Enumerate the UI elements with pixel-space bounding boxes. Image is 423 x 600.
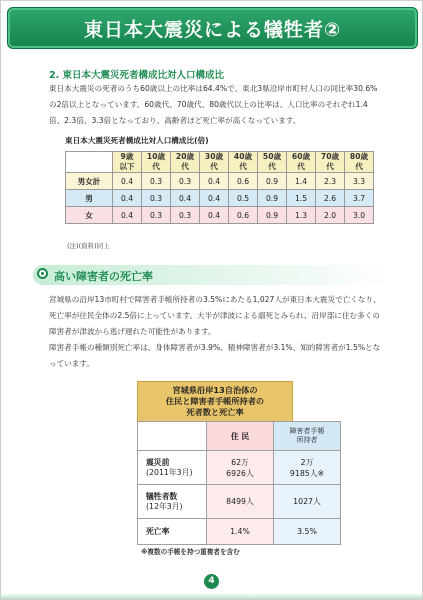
col-header bbox=[345, 152, 374, 173]
table-cell: 0.3 bbox=[142, 173, 171, 190]
table-cell: 2.3 bbox=[316, 173, 345, 190]
table-cell: 1.5 bbox=[287, 190, 316, 207]
cell-line: 6926人 bbox=[226, 468, 254, 478]
title-line: 宮城県沿岸13自治体の bbox=[172, 385, 258, 395]
table-cell: 0.4 bbox=[200, 207, 229, 224]
table-cell: 1.3 bbox=[287, 207, 316, 224]
ratio-paragraph: 東日本大震災の死者のうち60歳以上の比率は64.4%で、東北3県沿岸市町村人口の同比率30.6%の2倍以上となっています。60歳代、70歳代、80歳代以上の比率は、人口比率のそれぞれ1.4倍、2.3倍、3.3倍となっており、高齢者ほど死亡率が高くなっています。 bbox=[49, 84, 378, 125]
row-label: 男女計 bbox=[66, 173, 113, 190]
table-cell: 0.4 bbox=[200, 190, 229, 207]
table-cell: 3.5% bbox=[274, 519, 341, 545]
table-row bbox=[138, 485, 341, 519]
ratio-table-header-row bbox=[66, 152, 374, 173]
cell-line: 2万 bbox=[300, 457, 314, 467]
col-header-residents: 住 民 bbox=[207, 422, 274, 451]
title-banner bbox=[7, 7, 418, 49]
row-label bbox=[138, 485, 207, 519]
table-cell: 1.4% bbox=[207, 519, 274, 545]
row-label-line: (12年3月) bbox=[146, 501, 183, 511]
col-header bbox=[171, 152, 200, 173]
col-header-line: 10歳 bbox=[146, 152, 166, 161]
table-row bbox=[66, 207, 374, 224]
row-label-line: 震災前 bbox=[146, 457, 170, 467]
row-label-line: 犠牲者数 bbox=[146, 491, 178, 501]
ratio-table bbox=[65, 151, 374, 224]
col-header-line: 所持者 bbox=[296, 436, 318, 444]
row-label: 女 bbox=[66, 207, 113, 224]
cell-line: 62万 bbox=[231, 457, 249, 467]
disability-paragraph-2: 障害者手帳の種類別死亡率は、身体障害者が3.9%、精神障害者が3.1%、知的障害者が1.5%となっています。 bbox=[49, 343, 381, 368]
row-label: 死亡率 bbox=[138, 519, 207, 545]
col-header-line: 20歳 bbox=[175, 152, 195, 161]
col-header-line: 代 bbox=[210, 162, 218, 171]
col-header bbox=[113, 152, 142, 173]
table-cell: 2.6 bbox=[316, 190, 345, 207]
ratio-table-note: (注)(資料)同上 bbox=[67, 242, 110, 250]
table-cell: 0.3 bbox=[171, 173, 200, 190]
col-header-line: 40歳 bbox=[233, 152, 253, 161]
table-cell bbox=[207, 451, 274, 485]
col-header-line: 30歳 bbox=[204, 152, 224, 161]
table-cell: 0.4 bbox=[171, 190, 200, 207]
col-header-line: 代 bbox=[239, 162, 247, 171]
table-cell: 1027人 bbox=[274, 485, 341, 519]
table-cell: 0.9 bbox=[258, 207, 287, 224]
section-heading-disability: 高い障害者の死亡率 bbox=[54, 270, 153, 283]
table-row bbox=[66, 190, 374, 207]
disability-table-header-row bbox=[138, 422, 341, 451]
col-header bbox=[258, 152, 287, 173]
col-header-line: 障害者手帳 bbox=[289, 427, 325, 435]
section-heading-bar bbox=[33, 265, 393, 285]
table-cell: 0.3 bbox=[142, 207, 171, 224]
table-cell: 0.3 bbox=[142, 190, 171, 207]
table-cell: 8499人 bbox=[207, 485, 274, 519]
disability-table-corner bbox=[138, 422, 207, 451]
table-cell: 0.5 bbox=[229, 190, 258, 207]
col-header-line: 代 bbox=[297, 162, 305, 171]
col-header-line: 70歳 bbox=[320, 152, 340, 161]
table-cell: 0.6 bbox=[229, 207, 258, 224]
table-cell: 0.4 bbox=[113, 207, 142, 224]
double-circle-icon bbox=[37, 268, 48, 279]
table-cell: 0.6 bbox=[229, 173, 258, 190]
col-header-line: 代 bbox=[355, 162, 363, 171]
page-title: 東日本大震災による犠牲者② bbox=[83, 19, 342, 41]
row-label bbox=[138, 451, 207, 485]
table-cell: 0.4 bbox=[113, 173, 142, 190]
col-header-line: 代 bbox=[181, 162, 189, 171]
table-row bbox=[66, 173, 374, 190]
disability-table bbox=[137, 421, 341, 545]
table-cell: 0.9 bbox=[258, 190, 287, 207]
col-header-line: 80歳 bbox=[349, 152, 369, 161]
table-cell bbox=[274, 451, 341, 485]
col-header-line: 以下 bbox=[119, 162, 135, 171]
table-row bbox=[138, 519, 341, 545]
col-header-disabled bbox=[274, 422, 341, 451]
col-header-line: 代 bbox=[152, 162, 160, 171]
col-header bbox=[142, 152, 171, 173]
section-heading-ratio: 2. 東日本大震災死者構成比対人口構成比 bbox=[49, 70, 225, 81]
title-line: 住民と障害者手帳所持者の bbox=[165, 396, 265, 406]
table-cell: 0.4 bbox=[200, 173, 229, 190]
disability-table-note: ※複数の手帳を持つ重複者を含む bbox=[141, 548, 240, 556]
table-cell: 3.0 bbox=[345, 207, 374, 224]
disability-paragraph-1: 宮城県の沿岸13市町村で障害者手帳所持者の3.5%にあたる1,027人が東日本大震災で亡くなり、死亡率が住民全体の2.5倍に上っています。大半が津波による溺死とみられ、沿岸部に住む多くの障害者が津波から逃げ遅れた可能性があります。 bbox=[49, 295, 381, 336]
table-cell: 3.3 bbox=[345, 173, 374, 190]
footer-gradient bbox=[1, 593, 422, 599]
table-cell: 0.3 bbox=[171, 207, 200, 224]
table-cell: 3.7 bbox=[345, 190, 374, 207]
col-header bbox=[229, 152, 258, 173]
col-header-line: 9歳 bbox=[120, 152, 134, 161]
col-header bbox=[287, 152, 316, 173]
row-label: 男 bbox=[66, 190, 113, 207]
table-cell: 0.4 bbox=[113, 190, 142, 207]
ratio-table-caption: 東日本大震災死者構成比対人口構成比(倍) bbox=[65, 136, 209, 145]
col-header-line: 代 bbox=[326, 162, 334, 171]
table-cell: 0.9 bbox=[258, 173, 287, 190]
table-cell: 1.4 bbox=[287, 173, 316, 190]
col-header-line: 60歳 bbox=[291, 152, 311, 161]
cell-line: 9185人※ bbox=[289, 468, 325, 478]
col-header bbox=[200, 152, 229, 173]
ratio-table-corner bbox=[66, 152, 113, 173]
table-row bbox=[138, 451, 341, 485]
col-header-line: 50歳 bbox=[262, 152, 282, 161]
title-line: 死者数と死亡率 bbox=[186, 407, 244, 417]
table-cell: 2.0 bbox=[316, 207, 345, 224]
page-number: 4 bbox=[204, 574, 219, 589]
col-header-line: 代 bbox=[268, 162, 276, 171]
col-header bbox=[316, 152, 345, 173]
row-label-line: (2011年3月) bbox=[146, 467, 193, 477]
